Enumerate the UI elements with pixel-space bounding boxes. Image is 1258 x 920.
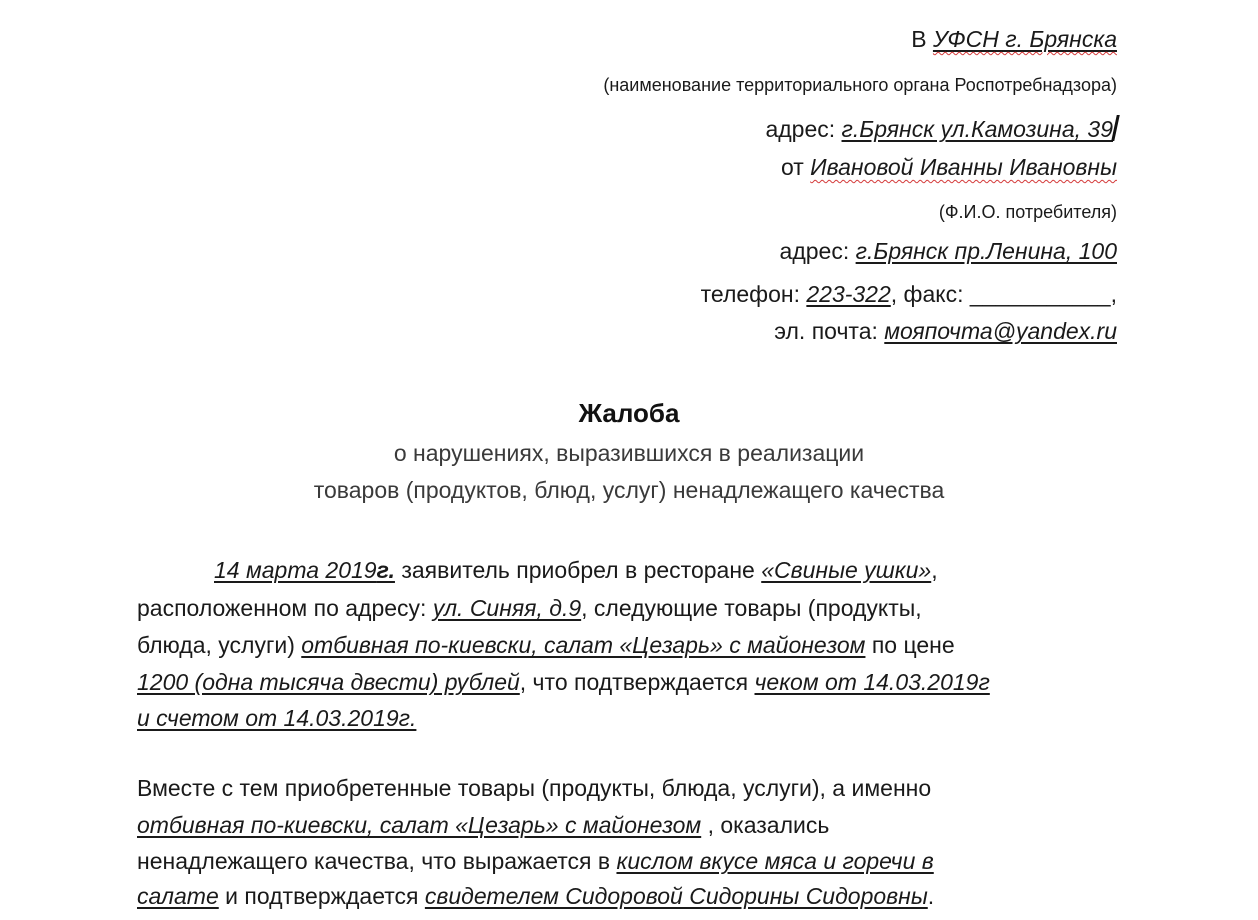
para1-text-7: , что подтверждается bbox=[519, 669, 755, 695]
para2-line-2 bbox=[137, 814, 829, 837]
restaurant-name: «Свиные ушки» bbox=[761, 557, 932, 583]
document-subtitle-line-2: товаров (продуктов, блюд, услуг) ненадлежащего качества bbox=[313, 477, 945, 503]
from-label: от bbox=[780, 154, 804, 180]
para1-line-5 bbox=[137, 707, 416, 730]
para1-text-2: , bbox=[931, 557, 938, 583]
purchase-date-suffix: г. bbox=[376, 557, 395, 583]
para2-text-4: и подтверждается bbox=[218, 883, 425, 909]
para2-line-4 bbox=[137, 885, 934, 908]
para2-text-5: . bbox=[927, 883, 935, 909]
purchase-date bbox=[214, 557, 395, 583]
para1-line-2 bbox=[137, 597, 922, 620]
address-label: адрес: bbox=[779, 238, 850, 264]
para1-line-3 bbox=[137, 634, 955, 657]
email-value: мояпочта@yandex.ru bbox=[884, 318, 1117, 344]
para1-line-4 bbox=[137, 671, 990, 694]
para2-text-2: , оказались bbox=[701, 812, 830, 838]
recipient-name: УФСН г. Брянска bbox=[932, 26, 1117, 52]
para2-line-3 bbox=[137, 850, 934, 873]
org-address-label: адрес: bbox=[765, 116, 836, 142]
purchase-date-main: 14 марта 2019 bbox=[214, 557, 377, 583]
purchased-items: отбивная по-киевски, салат «Цезарь» с майонезом bbox=[301, 632, 866, 658]
fio-caption: (Ф.И.О. потребителя) bbox=[938, 202, 1117, 222]
email-label: эл. почта: bbox=[774, 318, 878, 344]
phone-label: телефон: bbox=[700, 281, 800, 307]
receipt-proof: чеком от 14.03.2019г bbox=[754, 669, 990, 695]
para1-text-5: блюда, услуги) bbox=[137, 632, 302, 658]
org-caption: (наименование территориального органа Роспотребнадзора) bbox=[603, 75, 1117, 95]
phone-line bbox=[701, 283, 1117, 306]
from-value: Ивановой Иванны Ивановны bbox=[810, 154, 1117, 180]
defect-description-1: кислом вкусе мяса и горечи в bbox=[616, 848, 934, 874]
recipient-value bbox=[933, 26, 1117, 52]
address-line bbox=[780, 240, 1117, 263]
address-value: г.Брянск пр.Ленина, 100 bbox=[855, 238, 1117, 264]
org-address-value: г.Брянск ул.Камозина, 39 bbox=[841, 116, 1113, 142]
defect-description-2: салате bbox=[137, 883, 219, 909]
from-line bbox=[781, 156, 1117, 179]
invoice-proof: и счетом от 14.03.2019г. bbox=[137, 705, 417, 731]
witness-name: свидетелем Сидоровой Сидорины Сидоровны bbox=[424, 883, 928, 909]
org-address-line bbox=[765, 115, 1117, 141]
document-title: Жалоба bbox=[578, 398, 680, 428]
para2-text-3: ненадлежащего качества, что выражается в bbox=[137, 848, 617, 874]
document-subtitle-line-1: о нарушениях, выразившихся в реализации bbox=[393, 440, 865, 466]
defective-items: отбивная по-киевски, салат «Цезарь» с майонезом bbox=[137, 812, 702, 838]
para1-text-4: , следующие товары (продукты, bbox=[581, 595, 922, 621]
fax-value: ___________, bbox=[963, 281, 1117, 307]
fax-label: , факс: bbox=[890, 281, 964, 307]
purchase-price: 1200 (одна тысяча двести) рублей bbox=[137, 669, 520, 695]
para1-text-3: расположенном по адресу: bbox=[137, 595, 433, 621]
recipient-line bbox=[911, 28, 1117, 51]
para1-text-1: заявитель приобрел в ресторане bbox=[394, 557, 762, 583]
para1-line-1 bbox=[214, 559, 938, 582]
phone-value: 223-322 bbox=[806, 281, 891, 307]
recipient-prefix: В bbox=[911, 26, 927, 52]
para2-line-1: Вместе с тем приобретенные товары (продукты, блюда, услуги), а именно bbox=[137, 775, 932, 801]
email-line bbox=[774, 320, 1117, 343]
para1-text-6: по цене bbox=[865, 632, 955, 658]
restaurant-address: ул. Синяя, д.9 bbox=[432, 595, 582, 621]
